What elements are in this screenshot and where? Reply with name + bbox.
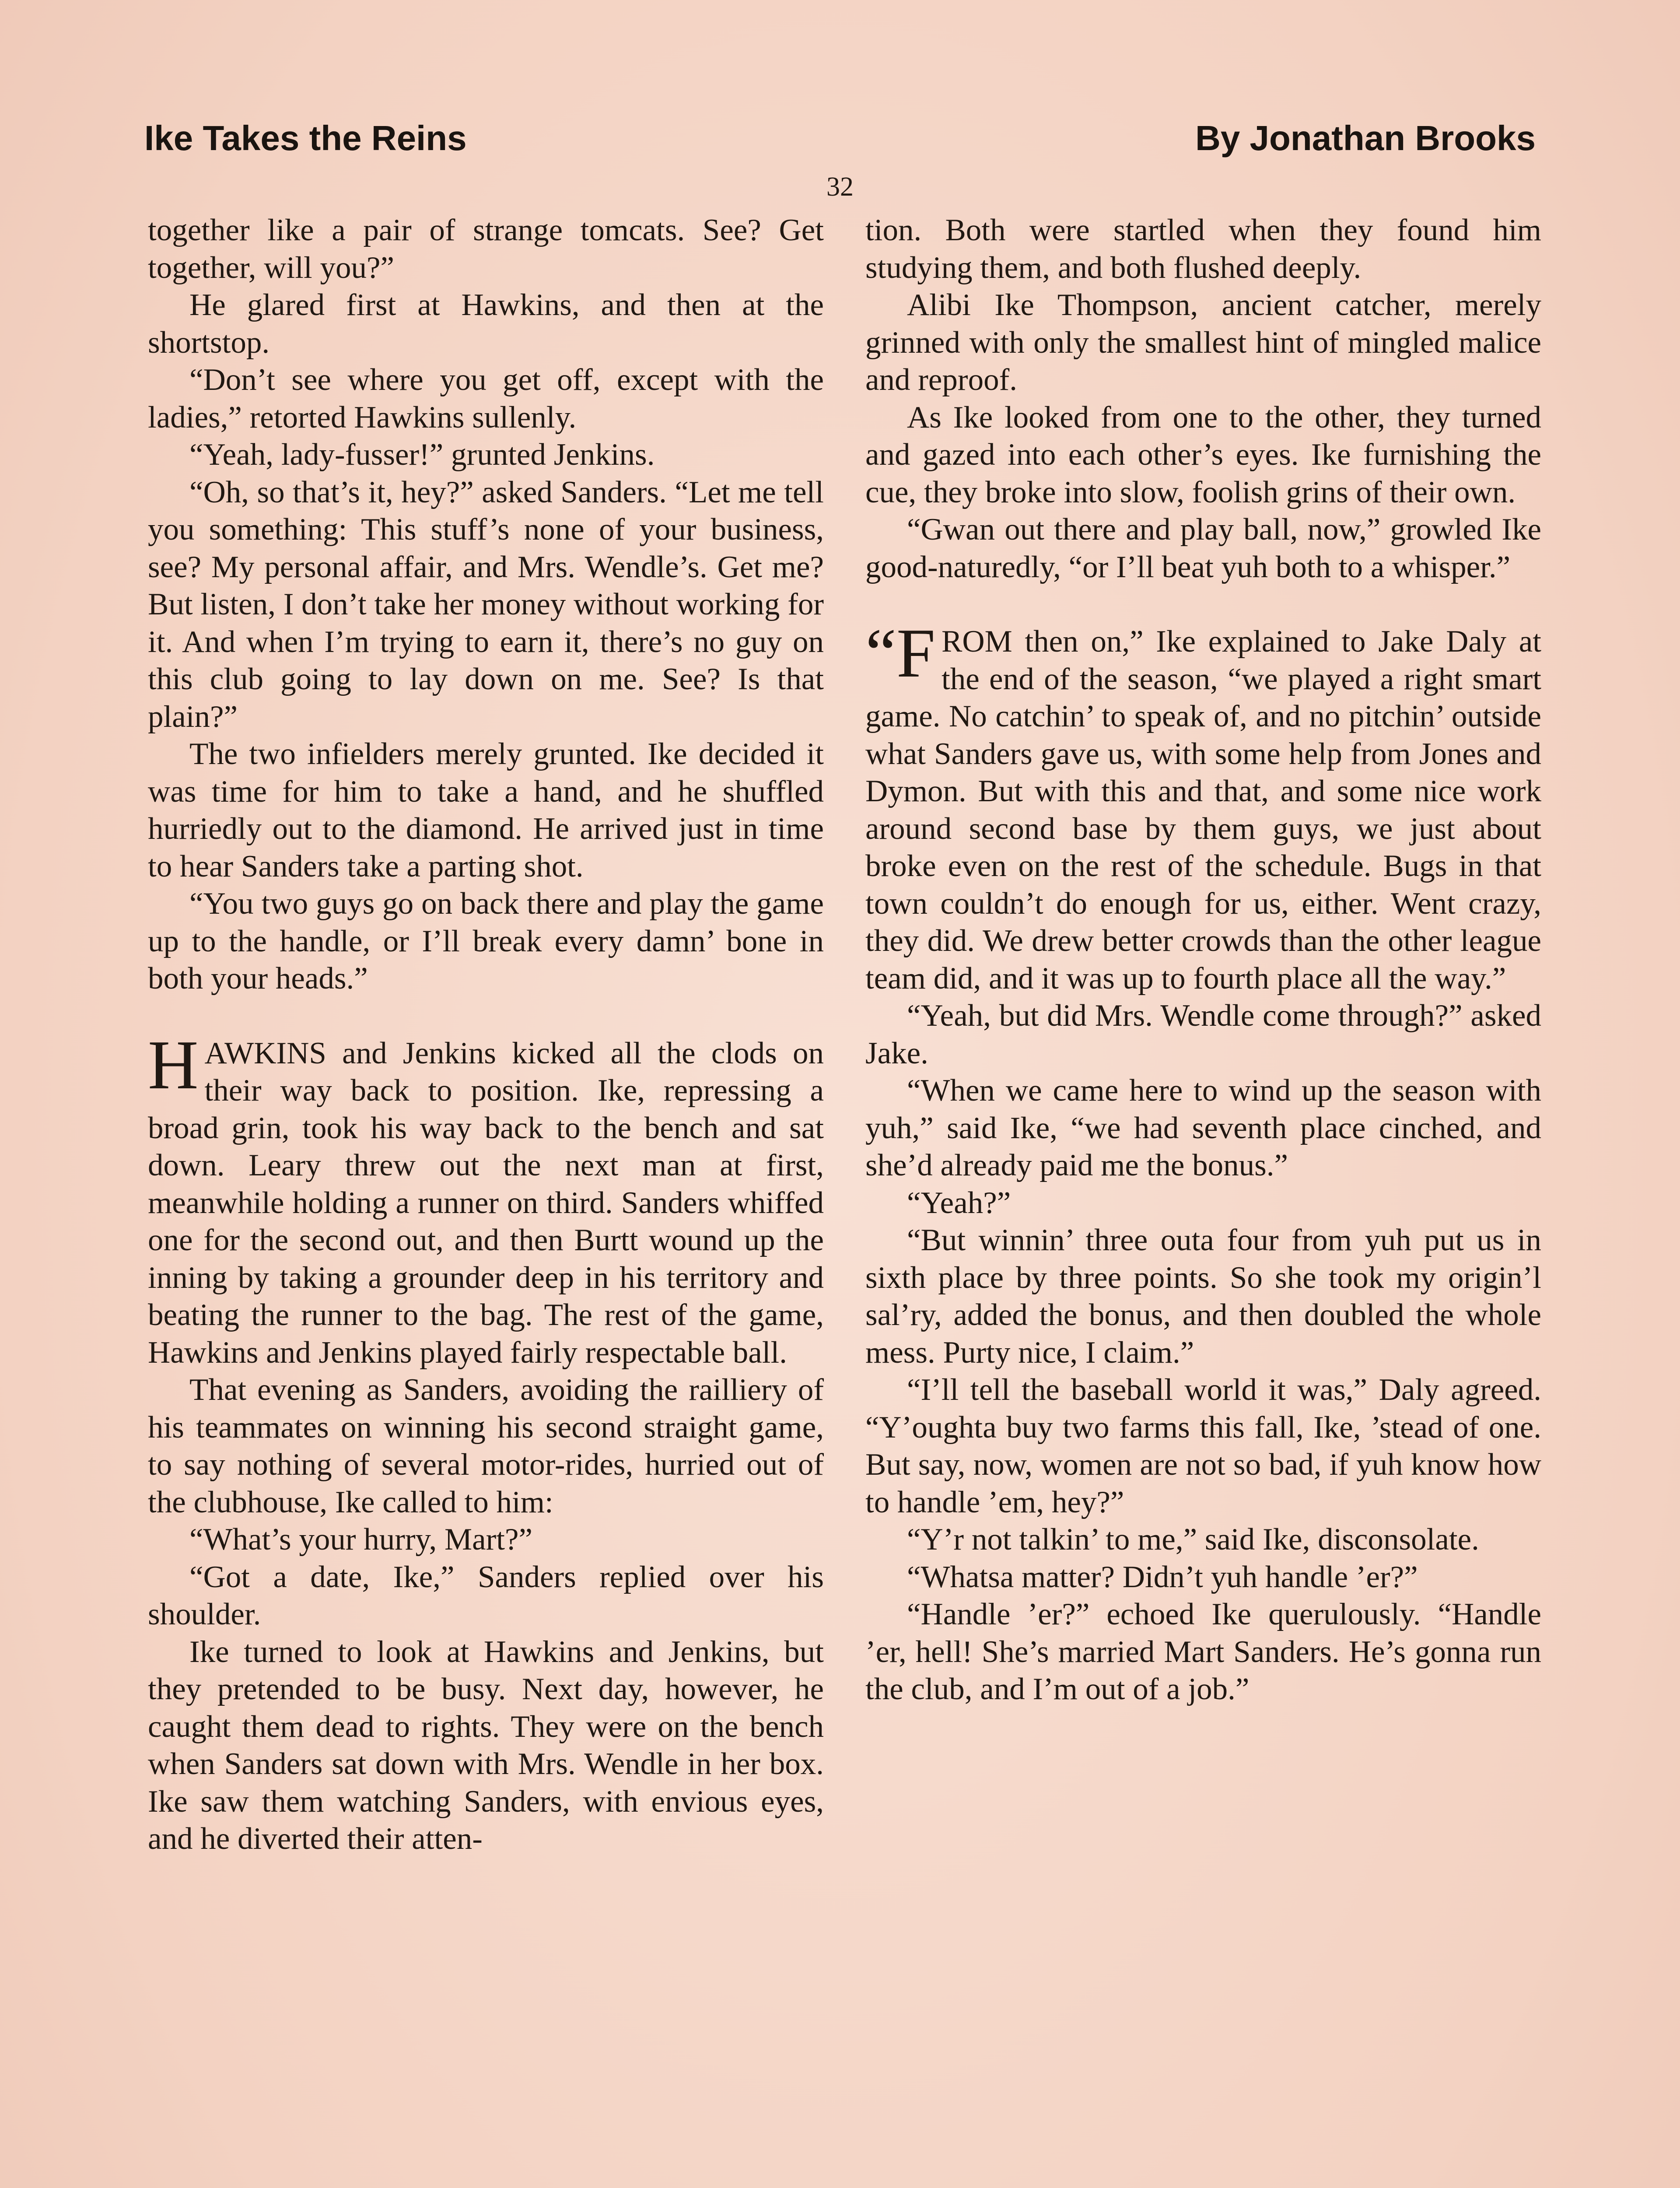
paragraph: “Yeah?” [907, 1185, 1011, 1220]
paragraph: “Handle ’er?” echoed Ike querulously. “Handle ’er, hell! She’s married Mart Sanders. He’s gonna run the club, and I’m out of a job.” [865, 1597, 1541, 1706]
paragraph: Alibi Ike Thompson, ancient catcher, merely grinned with only the smallest hint of mingled malice and reproof. [865, 288, 1541, 397]
left-column [148, 212, 824, 1858]
paragraph: “Gwan out there and play ball, now,” growled Ike good-naturedly, “or I’ll beat yuh both to a whisper.” [865, 512, 1541, 584]
paragraph: He glared first at Hawkins, and then at the shortstop. [148, 288, 824, 360]
paragraph: “You two guys go on back there and play the game up to the handle, or I’ll break every damn’ bone in both your heads.” [148, 887, 824, 996]
paragraph: “Y’r not talkin’ to me,” said Ike, disconsolate. [907, 1522, 1479, 1557]
right-column [865, 212, 1541, 1708]
paragraph: As Ike looked from one to the other, they turned and gazed into each other’s eyes. Ike furnishing the cue, they broke into slow, foolish grins of their own. [865, 400, 1541, 509]
running-header [144, 118, 1536, 171]
paragraph: “Oh, so that’s it, hey?” asked Sanders. “Let me tell you something: This stuff’s none of your business, see? My personal affair, and Mrs. Wendle’s. Get me? But listen, I don’t take her money without working for it. And when I’m trying to earn it, there’s no guy on this club going to lay down on me. See? Is that plain?” [148, 475, 824, 734]
paragraph: Ike turned to look at Hawkins and Jenkins, but they pretended to be busy. Next day, however, he caught them dead to rights. They were on the bench when Sanders sat down with Mrs. Wendle in her box. Ike saw them watching Sanders, with envious eyes, and he diverted their atten- [148, 1634, 824, 1856]
paragraph-text: AWKINS and Jenkins kicked all the clods on their way back to position. Ike, repressing a broad grin, took his way back to the bench and sat down. Leary threw out the next man at first, meanwhile holding a runner on third. Sanders whiffed one for the second out, and then Burtt wound up the inning by taking a grounder deep in his territory and beating the runner to the bag. The rest of the game, Hawkins and Jenkins played fairly respectable ball. [148, 1036, 824, 1370]
paragraph: “Yeah, but did Mrs. Wendle come through?” asked Jake. [865, 999, 1541, 1070]
page-number: 32 [826, 172, 854, 202]
paragraph: “But winnin’ three outa four from yuh put us in sixth place by three points. So she took my origin’l sal’ry, added the bonus, and then doubled the whole mess. Purty nice, I claim.” [865, 1223, 1541, 1370]
paragraph: “Got a date, Ike,” Sanders replied over his shoulder. [148, 1560, 824, 1631]
paragraph: tion. Both were startled when they found him studying them, and both flushed deeply. [865, 213, 1541, 285]
paragraph: The two infielders merely grunted. Ike decided it was time for him to take a hand, and he shuffled hurriedly out to the diamond. He arrived just in time to hear Sanders take a parting shot. [148, 737, 824, 884]
paragraph: “Yeah, lady-fusser!” grunted Jenkins. [189, 438, 655, 472]
paragraph-text: ROM then on,” Ike explained to Jake Daly at the end of the season, “we played a right smart game. No catchin’ to speak of, and no pitchin’ outside what Sanders gave us, with some help from Jones and Dymon. But with this and that, and some nice work around second base by them guys, we just about broke even on the rest of the schedule. Bugs in that town couldn’t do enough for us, either. Went crazy, they did. We drew better crowds than the other league team did, and it was up to fourth place all the way.” [865, 624, 1541, 996]
paragraph: “I’ll tell the baseball world it was,” Daly agreed. “Y’oughta buy two farms this fall, Ike, ’stead of one. But say, now, women are not so bad, if yuh know how to handle ’em, hey?” [865, 1373, 1541, 1519]
story-author: By Jonathan Brooks [1195, 119, 1536, 158]
drop-cap: H [148, 1025, 199, 1104]
story-title: Ike Takes the Reins [144, 119, 467, 158]
paragraph: together like a pair of strange tomcats. See? Get together, will you?” [148, 213, 824, 285]
paragraph: That evening as Sanders, avoiding the railliery of his teammates on winning his second straight game, to say nothing of several motor-rides, hurried out of the clubhouse, Ike called to him: [148, 1373, 824, 1519]
paragraph: “When we came here to wind up the season with yuh,” said Ike, “we had seventh place cinched, and she’d already paid me the bonus.” [865, 1073, 1541, 1182]
drop-cap: “F [865, 614, 935, 692]
section-start-paragraph [865, 614, 1541, 997]
paragraph: “Whatsa matter? Didn’t yuh handle ’er?” [907, 1560, 1418, 1594]
section-start-paragraph [148, 1025, 824, 1372]
paragraph: “What’s your hurry, Mart?” [189, 1522, 532, 1557]
paragraph: “Don’t see where you get off, except with the ladies,” retorted Hawkins sullenly. [148, 363, 824, 435]
